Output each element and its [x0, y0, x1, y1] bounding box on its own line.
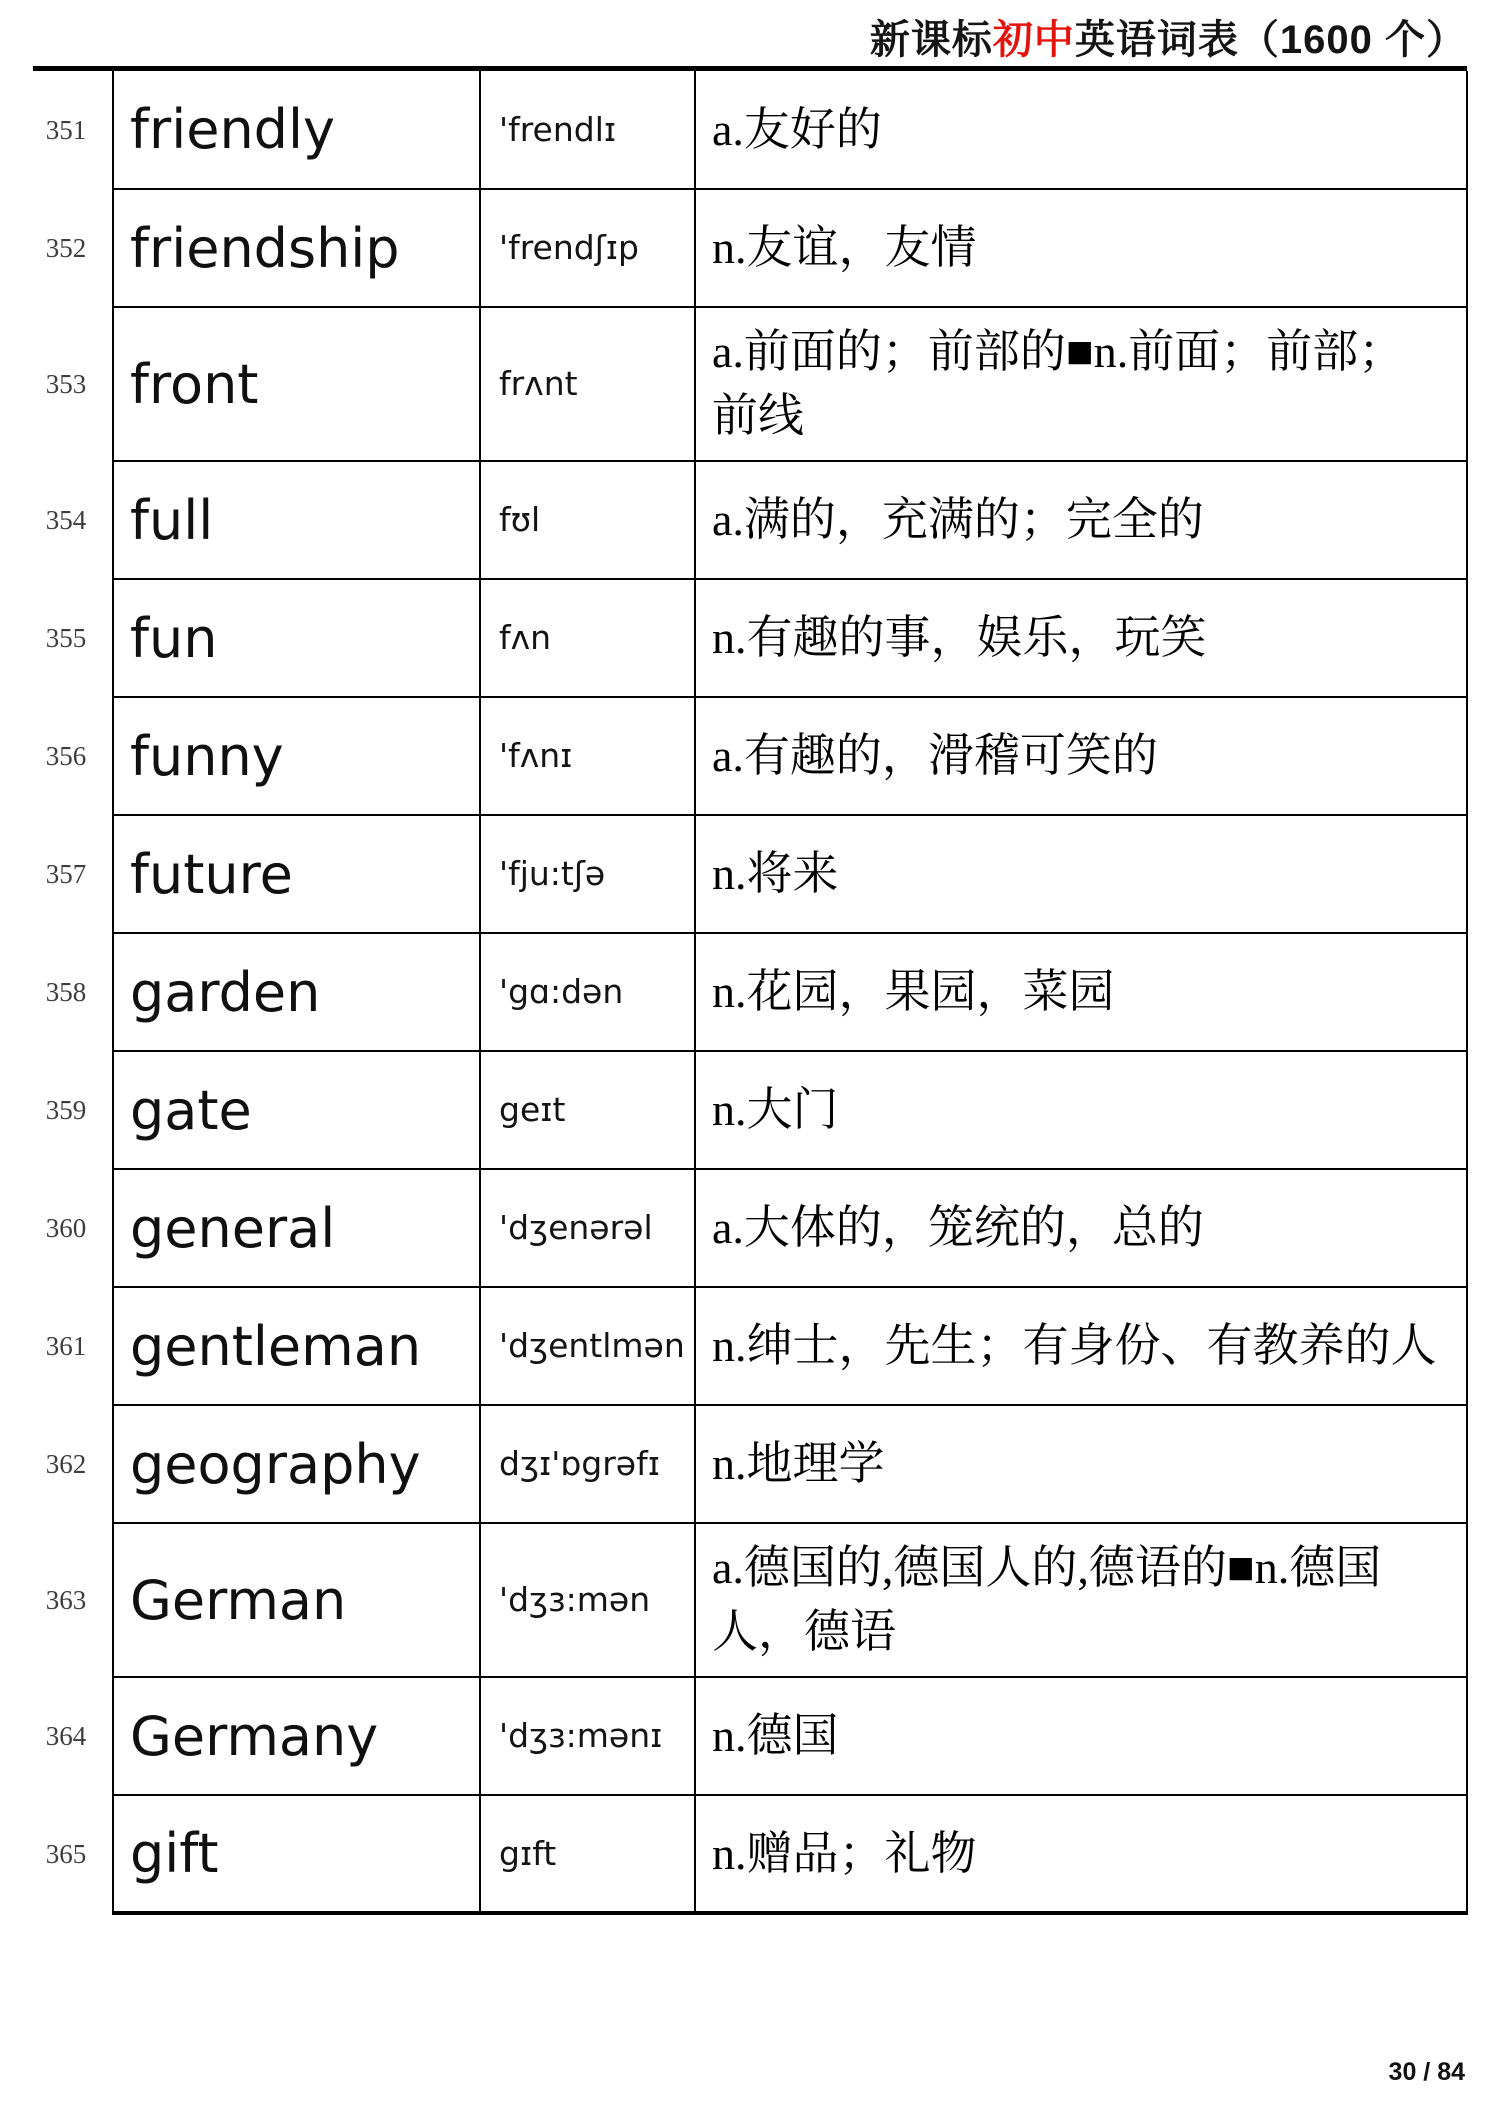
definition-cell: a.大体的，笼统的，总的: [695, 1169, 1467, 1287]
definition-cell: n.友谊，友情: [695, 189, 1467, 307]
phonetic-cell: fʌn: [480, 579, 695, 697]
row-number: 363: [45, 1584, 87, 1615]
row-number: 357: [45, 858, 87, 889]
row-number: 353: [45, 368, 87, 399]
word-cell: geography: [113, 1405, 480, 1523]
table-row: [33, 1795, 1467, 1913]
header-title-highlight: 初中: [992, 18, 1075, 62]
row-number: 365: [45, 1838, 87, 1869]
table-row: [33, 461, 1467, 579]
row-number: 362: [45, 1448, 87, 1479]
definition-cell: n.德国: [695, 1677, 1467, 1795]
page-header: [870, 8, 1467, 65]
definition-cell: n.大门: [695, 1051, 1467, 1169]
vocabulary-table: [33, 71, 1468, 1915]
word-cell: gate: [113, 1051, 480, 1169]
row-number: 355: [45, 622, 87, 653]
word-cell: garden: [113, 933, 480, 1051]
vocabulary-table-wrap: [33, 71, 1467, 1915]
row-number: 361: [45, 1330, 87, 1361]
table-row: [33, 1169, 1467, 1287]
phonetic-cell: 'dʒenərəl: [480, 1169, 695, 1287]
phonetic-cell: dʒɪ'ɒgrəfɪ: [480, 1405, 695, 1523]
word-cell: funny: [113, 697, 480, 815]
row-number: 351: [45, 114, 87, 145]
table-row: [33, 1051, 1467, 1169]
definition-cell: n.绅士，先生；有身份、有教养的人: [695, 1287, 1467, 1405]
phonetic-cell: frʌnt: [480, 307, 695, 461]
table-row: [33, 933, 1467, 1051]
word-cell: front: [113, 307, 480, 461]
table-row: [33, 1523, 1467, 1677]
phonetic-cell: 'fju:tʃə: [480, 815, 695, 933]
definition-cell: n.花园，果园，菜园: [695, 933, 1467, 1051]
row-number: 360: [45, 1212, 87, 1243]
table-row: [33, 1287, 1467, 1405]
phonetic-cell: 'frendʃɪp: [480, 189, 695, 307]
row-number: 356: [45, 740, 87, 771]
table-row: [33, 579, 1467, 697]
table-row: [33, 815, 1467, 933]
phonetic-cell: geɪt: [480, 1051, 695, 1169]
definition-cell: a.满的，充满的；完全的: [695, 461, 1467, 579]
row-number: 359: [45, 1094, 87, 1125]
word-cell: friendly: [113, 71, 480, 189]
definition-cell: n.赠品；礼物: [695, 1795, 1467, 1913]
definition-cell: a.友好的: [695, 71, 1467, 189]
word-cell: fun: [113, 579, 480, 697]
header-title-prefix: 新课标: [869, 18, 993, 62]
phonetic-cell: 'fʌnɪ: [480, 697, 695, 815]
table-row: [33, 189, 1467, 307]
word-cell: friendship: [113, 189, 480, 307]
row-number: 352: [45, 232, 87, 263]
header-title-suffix: 英语词表（1600 个）: [1074, 18, 1467, 62]
phonetic-cell: 'frendlɪ: [480, 71, 695, 189]
word-cell: future: [113, 815, 480, 933]
row-number: 358: [45, 976, 87, 1007]
definition-cell: n.有趣的事，娱乐，玩笑: [695, 579, 1467, 697]
definition-cell: a.有趣的，滑稽可笑的: [695, 697, 1467, 815]
phonetic-cell: gɪft: [480, 1795, 695, 1913]
page-number: 30 / 84: [1388, 2058, 1465, 2086]
row-number: 364: [45, 1720, 87, 1751]
definition-cell: a.德国的,德国人的,德语的■n.德国人，德语: [695, 1523, 1467, 1677]
phonetic-cell: 'dʒɜ:mən: [480, 1523, 695, 1677]
phonetic-cell: 'dʒentlmən: [480, 1287, 695, 1405]
word-cell: gift: [113, 1795, 480, 1913]
word-cell: Germany: [113, 1677, 480, 1795]
definition-cell: a.前面的；前部的■n.前面；前部；前线: [695, 307, 1467, 461]
word-cell: German: [113, 1523, 480, 1677]
phonetic-cell: fʊl: [480, 461, 695, 579]
definition-cell: n.地理学: [695, 1405, 1467, 1523]
table-row: [33, 71, 1467, 189]
word-cell: full: [113, 461, 480, 579]
definition-cell: n.将来: [695, 815, 1467, 933]
table-row: [33, 307, 1467, 461]
table-row: [33, 697, 1467, 815]
vocabulary-table-body: [33, 71, 1467, 1913]
word-cell: general: [113, 1169, 480, 1287]
word-cell: gentleman: [113, 1287, 480, 1405]
table-row: [33, 1405, 1467, 1523]
row-number: 354: [45, 504, 87, 535]
phonetic-cell: 'dʒɜ:mənɪ: [480, 1677, 695, 1795]
table-row: [33, 1677, 1467, 1795]
phonetic-cell: 'gɑ:dən: [480, 933, 695, 1051]
